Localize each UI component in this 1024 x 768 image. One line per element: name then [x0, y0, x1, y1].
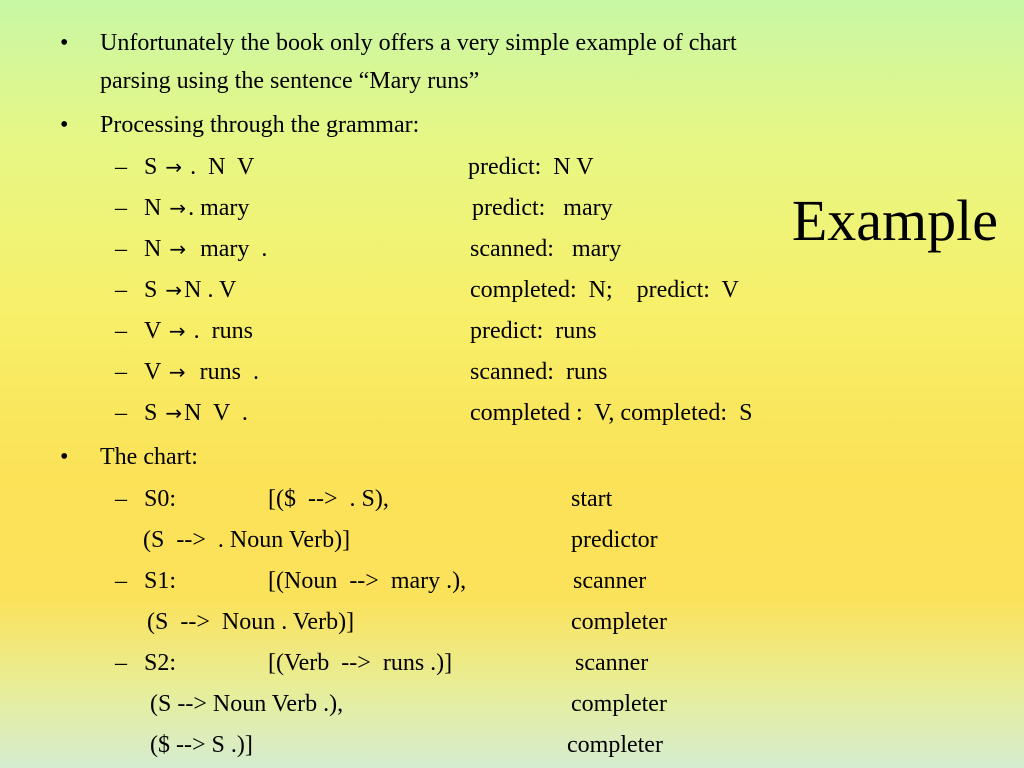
bullet-marker: • — [60, 444, 69, 470]
chart-op: scanner — [575, 650, 649, 676]
slide-title: Example — [791, 188, 998, 253]
rule-lhs: V — [144, 318, 161, 344]
arrow-icon: → — [169, 196, 187, 220]
dash-marker: – — [115, 400, 127, 426]
rule-rhs: mary . — [188, 236, 268, 262]
chart-state: S1: — [144, 568, 177, 594]
arrow-icon: → — [168, 360, 186, 384]
chart-entry: (S --> . Noun Verb)] — [143, 527, 351, 553]
dash-marker: – — [115, 277, 127, 303]
bullet-1-line1: Unfortunately the book only offers a very simple example of chart — [100, 30, 737, 56]
rule-action: predict: mary — [472, 195, 613, 221]
bullet-marker: • — [60, 112, 69, 138]
rule — [144, 234, 267, 264]
chart-entry: ($ --> S .)] — [150, 732, 253, 758]
chart-entry: [($ --> . S), — [268, 486, 389, 512]
dash-marker: – — [115, 318, 127, 344]
chart-entry: (S --> Noun Verb .), — [150, 691, 344, 717]
dash-marker: – — [115, 486, 127, 512]
rule-rhs: . mary — [188, 195, 250, 221]
rule-action: completed: N; predict: V — [470, 277, 739, 303]
rule-rhs: runs . — [187, 359, 260, 385]
rule — [144, 152, 254, 182]
dash-marker: – — [115, 236, 127, 262]
arrow-icon: → — [165, 401, 183, 425]
bullet-marker: • — [60, 30, 69, 56]
rule-lhs: S — [144, 154, 158, 180]
arrow-icon: → — [165, 278, 183, 302]
rule-rhs: . runs — [187, 318, 254, 344]
rule-rhs: . N V — [184, 154, 255, 180]
rule-rhs: N . V — [184, 277, 237, 303]
chart-state: S2: — [144, 650, 177, 676]
chart-op: completer — [571, 691, 667, 717]
chart-op: completer — [567, 732, 663, 758]
arrow-icon: → — [165, 155, 183, 179]
rule — [144, 316, 253, 346]
rule-lhs: V — [144, 359, 161, 385]
rule — [144, 357, 259, 387]
rule-action: predict: N V — [468, 154, 594, 180]
chart-entry: [(Verb --> runs .)] — [268, 650, 453, 676]
rule-lhs: N — [144, 236, 162, 262]
rule — [144, 398, 248, 428]
bullet-1-line2: parsing using the sentence “Mary runs” — [100, 68, 480, 94]
dash-marker: – — [115, 359, 127, 385]
rule-lhs: N — [144, 195, 162, 221]
rule — [144, 275, 236, 305]
chart-op: scanner — [573, 568, 647, 594]
rule-rhs: N V . — [184, 400, 248, 426]
rule-action: scanned: mary — [470, 236, 622, 262]
bullet-2-text: Processing through the grammar: — [100, 112, 420, 138]
dash-marker: – — [115, 195, 127, 221]
rule-action: predict: runs — [470, 318, 597, 344]
rule-lhs: S — [144, 400, 158, 426]
chart-entry: [(Noun --> mary .), — [268, 568, 467, 594]
rule-action: completed : V, completed: S — [470, 400, 753, 426]
dash-marker: – — [115, 568, 127, 594]
rule-action: scanned: runs — [470, 359, 608, 385]
chart-op: start — [571, 486, 613, 512]
bullet-3-text: The chart: — [100, 444, 198, 470]
rule — [144, 193, 249, 223]
arrow-icon: → — [169, 237, 187, 261]
chart-op: completer — [571, 609, 667, 635]
chart-state: S0: — [144, 486, 177, 512]
dash-marker: – — [115, 650, 127, 676]
dash-marker: – — [115, 154, 127, 180]
rule-lhs: S — [144, 277, 158, 303]
arrow-icon: → — [168, 319, 186, 343]
chart-op: predictor — [571, 527, 658, 553]
chart-entry: (S --> Noun . Verb)] — [147, 609, 355, 635]
